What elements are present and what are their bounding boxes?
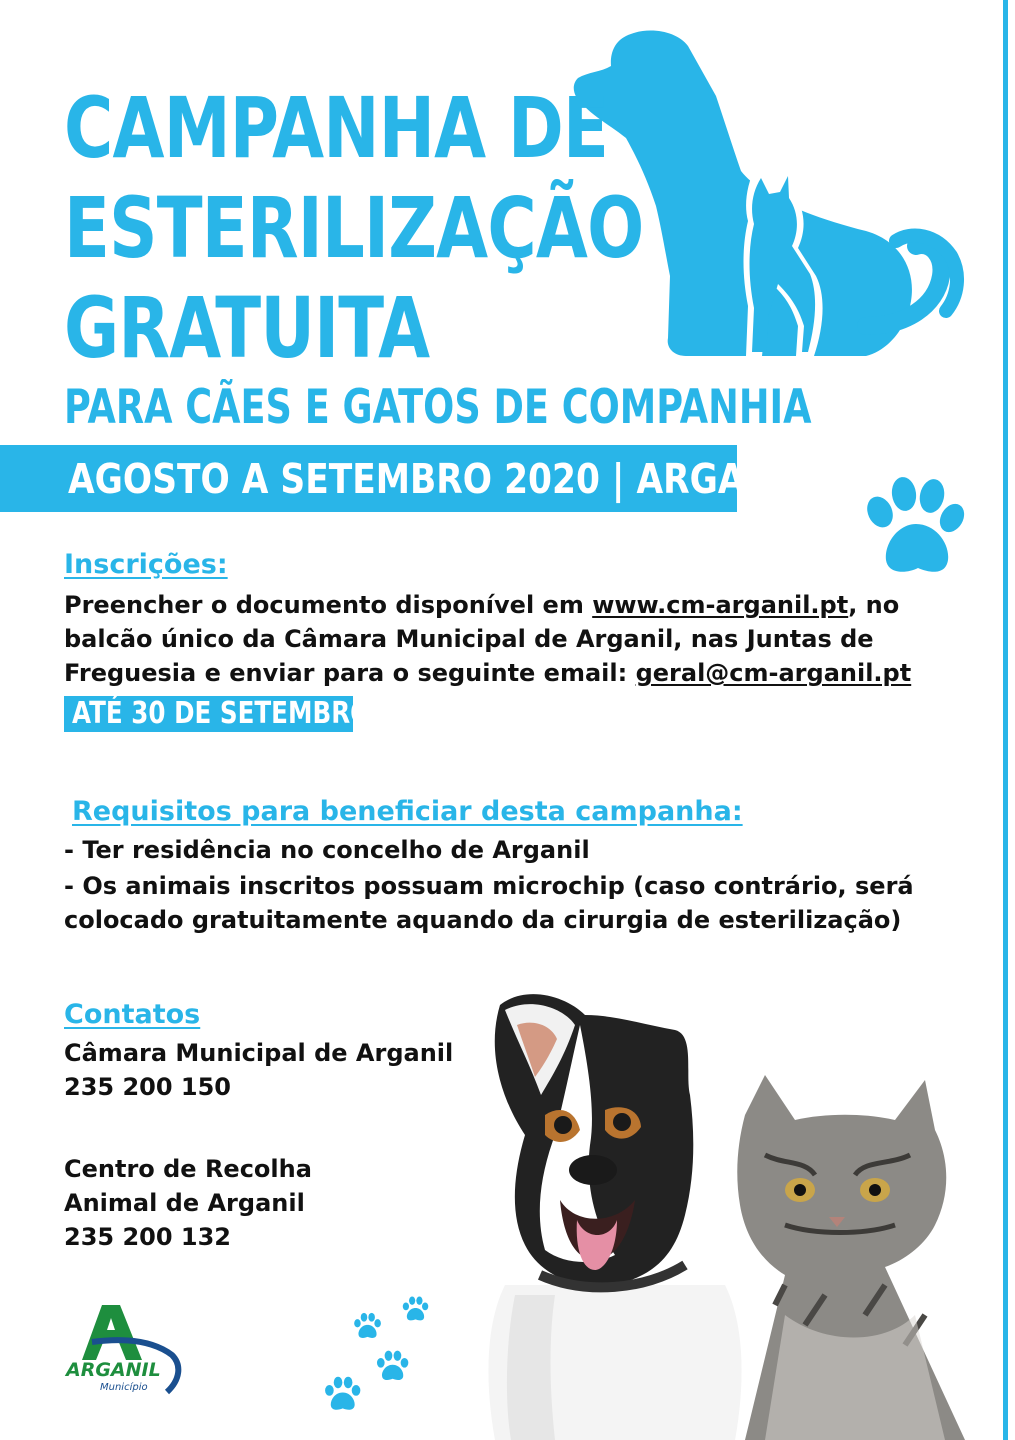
centro-name-line-2: Animal de Arganil xyxy=(64,1189,305,1217)
contatos-heading: Contatos xyxy=(64,999,201,1030)
camara-phone: 235 200 150 xyxy=(64,1073,232,1101)
centro-name-line-1: Centro de Recolha xyxy=(64,1155,312,1183)
right-border-bar xyxy=(1003,0,1008,1440)
requisito-2-cont: colocado gratuitamente aquando da cirurgia de esterilização) xyxy=(64,906,902,934)
deadline-badge: ATÉ 30 DE SETEMBRO xyxy=(64,696,353,732)
date-banner-text: AGOSTO A SETEMBRO 2020 | ARGANIL xyxy=(68,455,809,503)
small-paw-icon xyxy=(322,1376,362,1412)
title-line-1: CAMPANHA DE xyxy=(64,79,609,177)
inscricoes-line-3: Freguesia e enviar para o seguinte email: geral@cm-arganil.pt xyxy=(64,659,912,687)
requisitos-heading: Requisitos para beneficiar desta campanha: xyxy=(72,796,743,827)
small-paw-icon xyxy=(400,1296,430,1322)
centro-phone: 235 200 132 xyxy=(64,1223,232,1251)
small-paw-icon xyxy=(374,1350,410,1382)
requisito-1: - Ter residência no concelho de Arganil xyxy=(64,836,590,864)
logo-subtitle: Município xyxy=(100,1382,148,1393)
campaign-subtitle: PARA CÃES E GATOS DE COMPANHIA xyxy=(64,380,812,435)
small-paw-icon xyxy=(352,1312,382,1340)
camara-name: Câmara Municipal de Arganil xyxy=(64,1039,454,1067)
logo-name: ARGANIL xyxy=(66,1359,161,1381)
website-link[interactable]: www.cm-arganil.pt xyxy=(592,591,849,619)
inscricoes-line-1: Preencher o documento disponível em www.cm-arganil.pt, no xyxy=(64,591,900,619)
title-line-3: GRATUITA xyxy=(64,279,430,377)
paw-print-icon xyxy=(858,474,968,584)
inscricoes-heading: Inscrições: xyxy=(64,549,228,580)
inscricoes-line-2: balcão único da Câmara Municipal de Arganil, nas Juntas de xyxy=(64,625,874,653)
dog-and-cat-photo xyxy=(445,985,1001,1440)
email-link[interactable]: geral@cm-arganil.pt xyxy=(635,659,912,687)
requisito-2: - Os animais inscritos possuam microchip (caso contrário, será xyxy=(64,872,914,900)
title-line-2: ESTERILIZAÇÃO xyxy=(64,179,644,277)
campaign-title xyxy=(64,78,643,378)
